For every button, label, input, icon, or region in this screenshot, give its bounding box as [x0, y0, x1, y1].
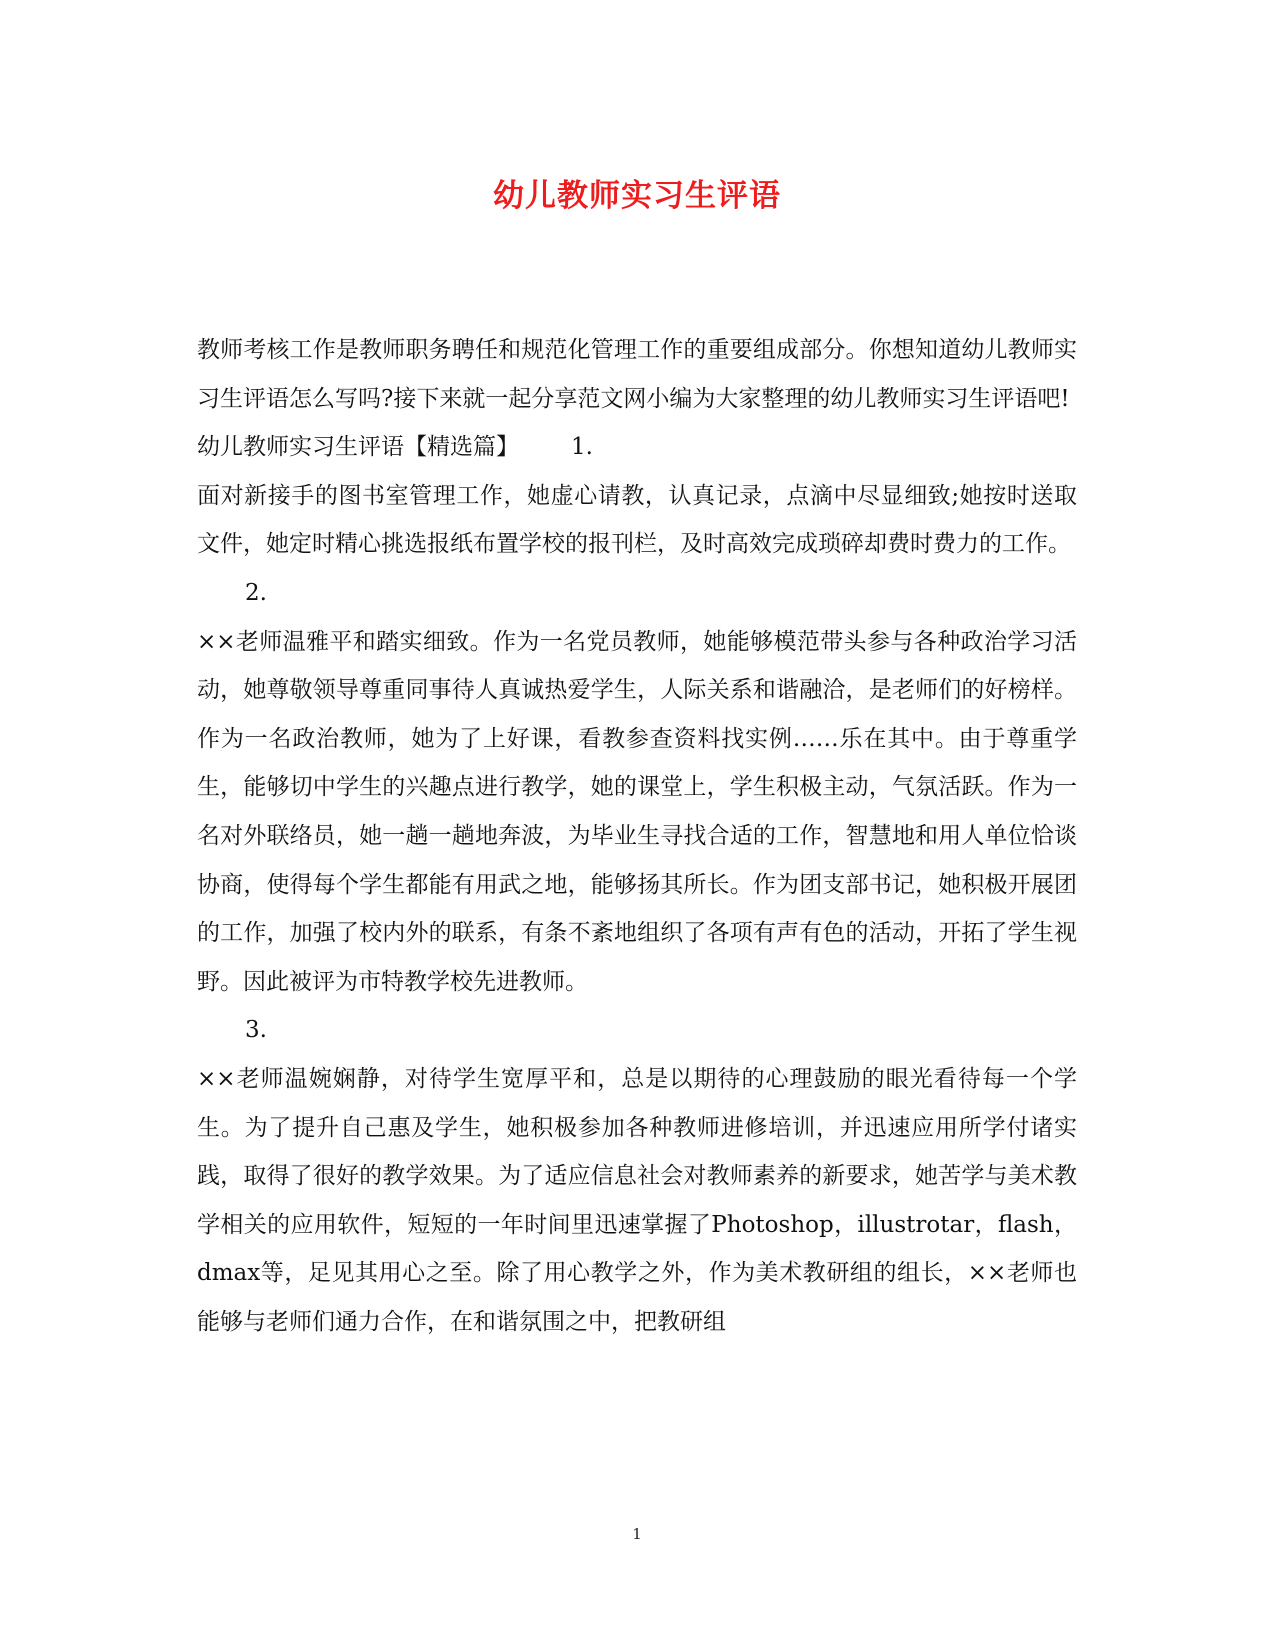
page-number: 1	[632, 1525, 642, 1543]
item-1-text: 面对新接手的图书室管理工作，她虚心请教，认真记录，点滴中尽显细致;她按时送取文件，她定时精心挑选报纸布置学校的报刊栏，及时高效完成琐碎却费时费力的工作。	[197, 482, 1077, 558]
document-title: 幼儿教师实习生评语	[493, 178, 781, 214]
document-body	[197, 326, 1077, 1346]
intro-paragraph: 教师考核工作是教师职务聘任和规范化管理工作的重要组成部分。你想知道幼儿教师实习生评语怎么写吗?接下来就一起分享范文网小编为大家整理的幼儿教师实习生评语吧!	[197, 337, 1077, 412]
section-heading-line	[197, 423, 1077, 472]
item-3-text: ××老师温婉娴静，对待学生宽厚平和，总是以期待的心理鼓励的眼光看待每一个学生。为了提升自己惠及学生，她积极参加各种教师进修培训，并迅速应用所学付诸实践，取得了很好的教学效果。为了适应信息社会对教师素养的新要求，她苦学与美术教学相关的应用软件，短短的一年时间里迅速掌握了Photoshop，illustrotar，flash，dmax等，足见其用心之至。除了用心教学之外，作为美术教研组的组长，××老师也能够与老师们通力合作，在和谐氛围之中，把教研组	[197, 1065, 1077, 1335]
item-1-number: 1.	[571, 434, 593, 461]
item-2-text: ××老师温雅平和踏实细致。作为一名党员教师，她能够模范带头参与各种政治学习活动，她尊敬领导尊重同事待人真诚热爱学生，人际关系和谐融洽，是老师们的好榜样。作为一名政治教师，她为了上好课，看教参查资料找实例……乐在其中。由于尊重学生，能够切中学生的兴趣点进行教学，她的课堂上，学生积极主动，气氛活跃。作为一名对外联络员，她一趟一趟地奔波，为毕业生寻找合适的工作，智慧地和用人单位恰谈协商，使得每个学生都能有用武之地，能够扬其所长。作为团支部书记，她积极开展团的工作，加强了校内外的联系，有条不紊地组织了各项有声有色的活动，开拓了学生视野。因此被评为市特教学校先进教师。	[197, 628, 1077, 995]
item-2-number: 2.	[245, 579, 267, 606]
item-3-number: 3.	[245, 1017, 267, 1044]
section-heading: 幼儿教师实习生评语【精选篇】	[197, 434, 519, 461]
